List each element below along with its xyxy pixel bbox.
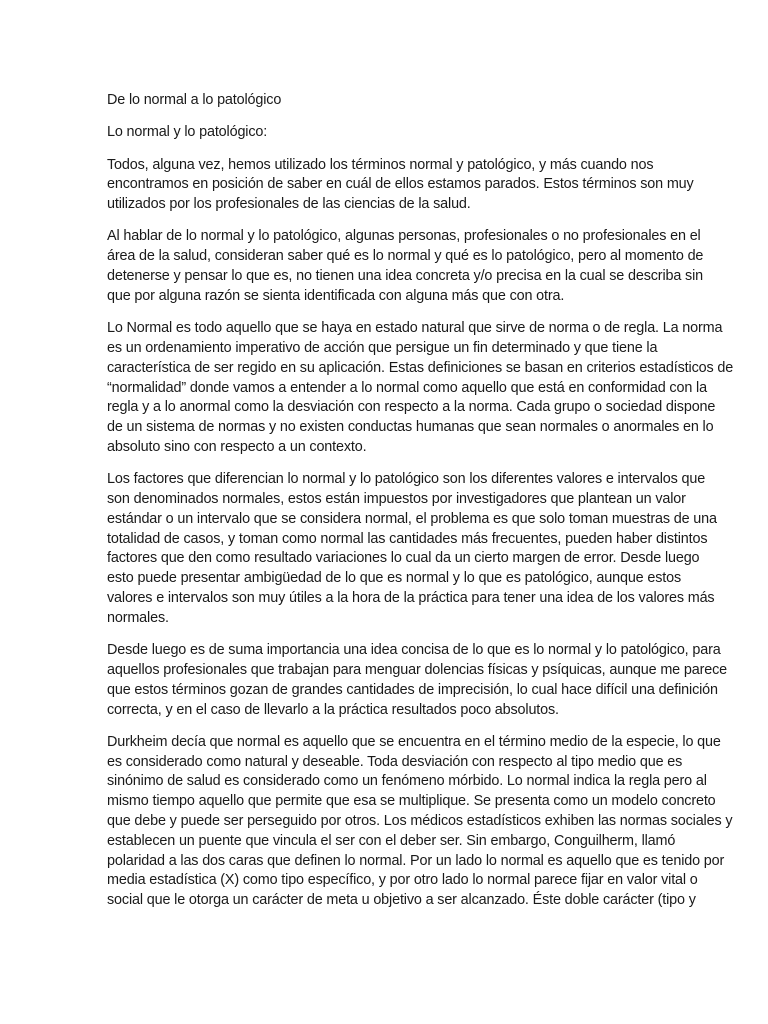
paragraph-line: Los factores que diferencian lo normal y lo patológico son los diferentes valores e intervalos que [107,471,706,488]
paragraph-line: Desde luego es de suma importancia una idea concisa de lo que es lo normal y lo patológico, para [107,642,721,659]
paragraph-6 [107,733,733,911]
paragraph-line: que estos términos gozan de grandes cantidades de imprecisión, lo cual hace difícil una definición [107,681,718,698]
document-title: De lo normal a lo patológico [107,92,282,108]
paragraph-line: estándar o un intervalo que se considera normal, el problema es que solo toman muestras de una [107,510,717,527]
paragraph-line: social que le otorga un carácter de meta u objetivo a ser alcanzado. Éste doble carácter (tipo y [107,892,696,909]
paragraph-line: área de la salud, consideran saber qué es lo normal y qué es lo patológico, pero al momento de [107,248,704,265]
paragraph-line: sinónimo de salud es considerado como un fenómeno mórbido. Lo normal indica la regla pero al [107,773,707,790]
paragraph-line: Lo Normal es todo aquello que se haya en estado natural que sirve de norma o de regla. La norma [107,320,723,337]
paragraph-line: es considerado como natural y deseable. Toda desviación con respecto al tipo medio que es [107,753,683,770]
document-body [107,91,734,923]
paragraph-line: factores que den como resultado variaciones lo cual da un cierto margen de error. Desde luego [107,550,700,567]
paragraph-line: valores e intervalos son muy útiles a la hora de la práctica para tener una idea de los valores más [107,590,715,607]
paragraph-line: regla y a lo anormal como la desviación con respecto a la norma. Cada grupo o sociedad dispone [107,399,716,416]
paragraph-line: totalidad de casos, y toman como normal las cantidades más frecuentes, pueden haber distintos [107,530,708,547]
paragraph-line: establecen un puente que vincula el ser con el deber ser. Sin embargo, Conguilherm, llamó [107,832,676,849]
paragraph-line: son denominados normales, estos están impuestos por investigadores que plantean un valor [107,491,686,508]
paragraph-line: Todos, alguna vez, hemos utilizado los términos normal y patológico, y más cuando nos [107,156,654,173]
paragraph-container [107,156,734,911]
paragraph-3 [107,319,734,458]
paragraph-4 [107,470,717,628]
paragraph-line: encontramos en posición de saber en cuál de ellos estamos parados. Estos términos son muy [107,176,694,193]
paragraph-line: media estadística (X) como tipo específico, y por otro lado lo normal parece fijar en valor vital o [107,872,698,889]
paragraph-2 [107,227,704,306]
paragraph-line: es un ordenamiento imperativo de acción que persigue un fin determinado y que tiene la [107,339,658,356]
paragraph-line: Al hablar de lo normal y lo patológico, algunas personas, profesionales o no profesionales en el [107,228,701,245]
paragraph-line: que por alguna razón se sienta identificada con alguna más que con otra. [107,287,565,304]
paragraph-1 [107,156,694,215]
paragraph-line: normales. [107,609,169,626]
paragraph-line: característica de ser regido en su aplicación. Estas definiciones se basan en criterios estadísticos de [107,359,734,376]
paragraph-5 [107,641,727,720]
document-subtitle: Lo normal y lo patológico: [107,124,268,141]
paragraph-line: que debe y puede ser perseguido por otros. Los médicos estadísticos exhiben las normas sociales y [107,813,733,829]
paragraph-line: detenerse y pensar lo que es, no tienen una idea concreta y/o precisa en la cual se describa sin [107,268,703,285]
paragraph-line: utilizados por los profesionales de las ciencias de la salud. [107,196,471,213]
paragraph-line: aquellos profesionales que trabajan para menguar dolencias físicas y psíquicas, aunque me parece [107,661,727,678]
paragraph-line: mismo tiempo aquello que permite que esa se multiplique. Se presenta como un modelo concreto [107,793,716,810]
paragraph-line: de un sistema de normas y no existen conductas humanas que sean normales o anormales en lo [107,419,714,436]
paragraph-line: correcta, y en el caso de llevarlo a la práctica resultados poco absolutos. [107,701,559,718]
paragraph-line: absoluto sino con respecto a un contexto. [107,438,367,455]
paragraph-line: “normalidad” donde vamos a entender a lo normal como aquello que está en conformidad con la [107,379,707,396]
paragraph-line: esto puede presentar ambigüedad de lo que es normal y lo que es patológico, aunque estos [107,570,682,587]
paragraph-line: Durkheim decía que normal es aquello que se encuentra en el término medio de la especie, lo que [107,733,721,750]
paragraph-line: polaridad a las dos caras que definen lo normal. Por un lado lo normal es aquello que es tenido por [107,852,725,869]
